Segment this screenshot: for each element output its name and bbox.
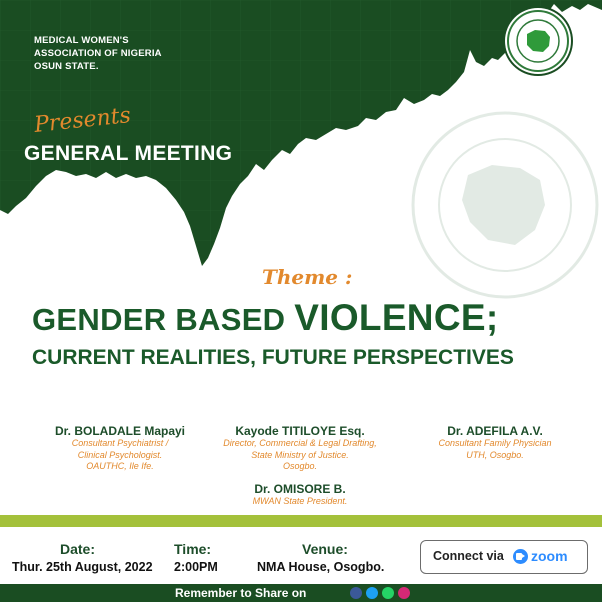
twitter-icon[interactable]	[366, 587, 378, 599]
zoom-wordmark: zoom	[531, 548, 568, 564]
footer-bar	[0, 584, 602, 602]
speaker-name: Dr. ADEFILA A.V.	[447, 424, 543, 438]
speaker-role: Consultant Family Physician	[438, 438, 552, 448]
connect-via-zoom-button[interactable]	[420, 540, 588, 574]
share-text: Remember to Share on	[175, 586, 307, 600]
organization-line-3: OSUN STATE.	[34, 61, 99, 72]
organization-line-1: MEDICAL WOMEN'S	[34, 35, 129, 46]
venue-label: Venue:	[302, 541, 348, 557]
speaker-name: Dr. BOLADALE Mapayi	[54, 424, 186, 438]
watermark-seal	[413, 113, 597, 297]
venue-value: NMA House, Osogbo.	[257, 560, 385, 574]
speaker-role: Clinical Psychologist.	[77, 449, 163, 460]
date-value: Thur. 25th August, 2022	[12, 560, 153, 574]
speaker-name: Dr. OMISORE B.	[254, 482, 346, 496]
divider-band	[0, 515, 602, 527]
meeting-title: GENERAL MEETING	[24, 142, 233, 165]
organization-name	[34, 34, 162, 73]
date-label: Date:	[60, 541, 96, 557]
theme-title-part-2: VIOLENCE;	[294, 297, 499, 338]
speaker-role: State Ministry of Justice.	[251, 449, 349, 460]
theme-title-line-1	[32, 297, 498, 339]
speaker-1	[20, 424, 220, 473]
speaker-role: UTH, Osogbo.	[466, 449, 524, 460]
speaker-role: MWAN State President.	[252, 496, 348, 506]
instagram-icon[interactable]	[398, 587, 410, 599]
speaker-name: Kayode TITILOYE Esq.	[235, 424, 365, 438]
theme-title-line-2: CURRENT REALITIES, FUTURE PERSPECTIVES	[32, 346, 514, 369]
speaker-4	[205, 482, 395, 508]
zoom-icon	[513, 549, 528, 564]
facebook-icon[interactable]	[350, 587, 362, 599]
speaker-role: Osogbo.	[282, 461, 318, 471]
speaker-role: Consultant Psychiatrist /	[71, 438, 169, 448]
connect-text: Connect via	[433, 549, 504, 563]
mwan-logo	[505, 8, 571, 74]
speaker-3	[410, 424, 580, 461]
organization-line-2: ASSOCIATION OF NIGERIA	[34, 48, 162, 59]
theme-title-part-1: GENDER BASED	[32, 302, 295, 337]
speaker-2	[195, 424, 405, 473]
time-label: Time:	[174, 541, 212, 557]
speaker-role: OAUTHC, Ile Ife.	[86, 461, 154, 471]
theme-label: Theme :	[262, 265, 353, 289]
speaker-role: Director, Commercial & Legal Drafting,	[223, 438, 377, 448]
time-value: 2:00PM	[174, 560, 218, 574]
presents-script: Presents	[32, 103, 132, 138]
whatsapp-icon[interactable]	[382, 587, 394, 599]
